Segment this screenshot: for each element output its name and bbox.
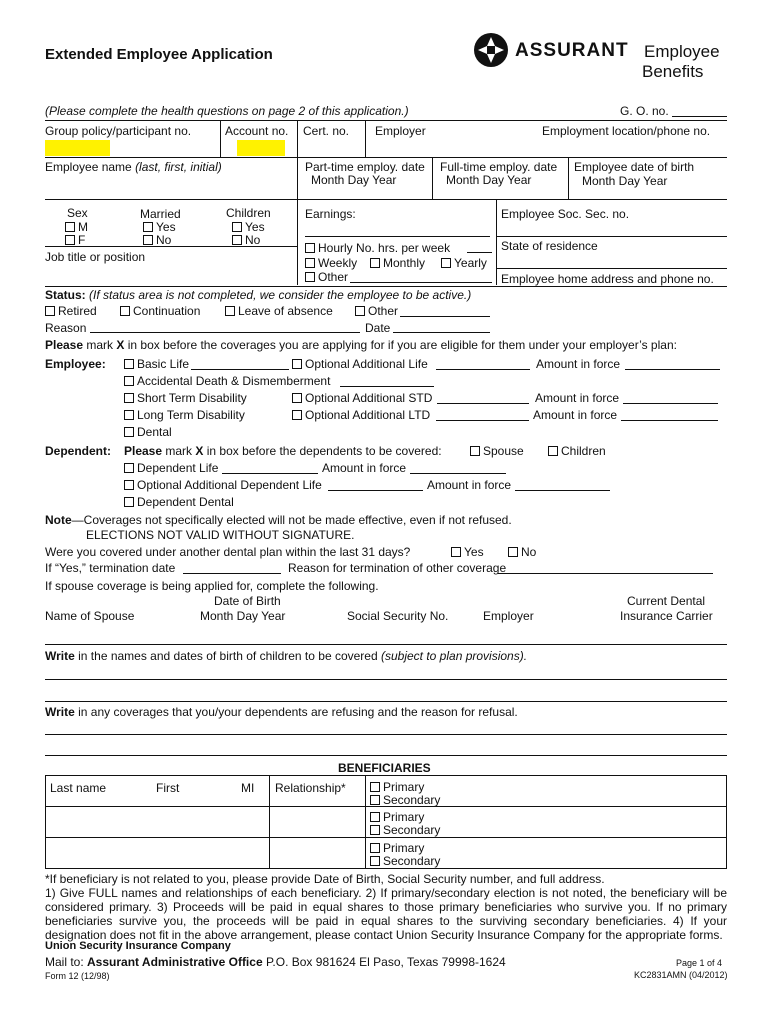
dep-life-amount-field[interactable] (410, 473, 506, 474)
beneficiary-2-secondary[interactable]: Secondary (370, 823, 440, 837)
std-coverage[interactable]: Short Term Disability (124, 391, 247, 405)
checkbox-icon (441, 258, 451, 268)
hours-field[interactable] (467, 252, 492, 253)
opt-dep-life[interactable]: Optional Additional Dependent Life (124, 478, 322, 492)
checkbox-icon (451, 547, 461, 557)
elections-note: ELECTIONS NOT VALID WITHOUT SIGNATURE. (86, 528, 355, 542)
coverage-note: Note—Coverages not specifically elected will not be made effective, even if not refused. (45, 513, 512, 527)
home-address-label: Employee home address and phone no. (501, 272, 714, 286)
dependent-dental[interactable]: Dependent Dental (124, 495, 234, 509)
married-no[interactable]: No (143, 233, 171, 247)
sex-f[interactable]: F (65, 233, 85, 247)
refusal-instructions: Write in any coverages that you/your dependents are refusing and the reason for refusal. (45, 705, 518, 719)
checkbox-icon (124, 359, 134, 369)
full-time-label: Full-time employ. date (440, 160, 558, 174)
employee-coverage-label: Employee: (45, 357, 106, 371)
account-no-field[interactable] (237, 140, 285, 156)
checkbox-icon (292, 410, 302, 420)
checkbox-icon (370, 843, 380, 853)
beneficiary-2-primary[interactable]: Primary (370, 810, 424, 824)
checkbox-icon (370, 782, 380, 792)
sex-label: Sex (67, 206, 88, 220)
checkbox-icon (370, 812, 380, 822)
brand-employee: Employee (644, 42, 720, 61)
spouse-dob-mdy: Month Day Year (200, 609, 286, 623)
beneficiary-1-secondary[interactable]: Secondary (370, 793, 440, 807)
termination-date-label: If “Yes,” termination date (45, 561, 176, 575)
soc-sec-label: Employee Soc. Sec. no. (501, 207, 630, 221)
dental-no[interactable]: No (508, 545, 536, 559)
dependent-life[interactable]: Dependent Life (124, 461, 218, 475)
checkbox-icon (370, 825, 380, 835)
beneficiary-note: *If beneficiary is not related to you, please provide Date of Birth, Social Security number, and full address. (45, 872, 605, 886)
std-amount-field[interactable] (623, 403, 718, 404)
beneficiaries-title: BENEFICIARIES (338, 761, 431, 775)
opt-dep-amount-field[interactable] (515, 490, 610, 491)
status-other[interactable]: Other (355, 304, 398, 318)
checkbox-icon (548, 446, 558, 456)
assurant-logo-icon (473, 32, 509, 68)
life-amount-field[interactable] (625, 369, 720, 370)
checkbox-icon (305, 243, 315, 253)
checkbox-icon (124, 480, 134, 490)
checkbox-icon (124, 376, 134, 386)
children-label: Children (226, 206, 271, 220)
beneficiary-rules: 1) Give FULL names and relationships of each beneficiary. 2) If primary/secondary election is not noted, the beneficiary will be considered primary. 3) Proceeds will be paid in equal shares to those primary beneficiaries who survive you. If no primary beneficiaries survive you, the proceeds will be paid in equal shares to the surviving secondary beneficiaries. 4) If your designation does not fit in the above arrangement, please contact Union Security Insurance Company for the appropriate forms. (45, 886, 727, 942)
employee-name-label: Employee name (last, first, initial) (45, 160, 222, 174)
dep-life-amount-label: Amount in force (322, 461, 407, 475)
children-yes[interactable]: Yes (232, 220, 265, 234)
checkbox-icon (124, 393, 134, 403)
termination-reason-field[interactable] (498, 573, 713, 574)
go-no-label: G. O. no. (620, 104, 669, 118)
status-leave[interactable]: Leave of absence (225, 304, 333, 318)
earnings-label: Earnings: (305, 207, 356, 221)
group-policy-label: Group policy/participant no. (45, 124, 192, 138)
cert-no-label: Cert. no. (303, 124, 350, 138)
checkbox-icon (232, 235, 242, 245)
checkbox-icon (232, 222, 242, 232)
checkbox-icon (292, 393, 302, 403)
employment-location-label: Employment location/phone no. (542, 124, 711, 138)
refusal-field-1[interactable] (45, 734, 727, 735)
part-time-mdy: Month Day Year (311, 173, 397, 187)
checkbox-icon (370, 795, 380, 805)
reason-label: Reason (45, 321, 87, 335)
opt-ltd[interactable]: Optional Additional LTD (292, 408, 430, 422)
checkbox-icon (124, 463, 134, 473)
status-other-field[interactable] (400, 316, 490, 317)
refusal-field-2[interactable] (45, 755, 727, 756)
status-continuation[interactable]: Continuation (120, 304, 200, 318)
date-field[interactable] (393, 332, 490, 333)
earnings-weekly[interactable]: Weekly (305, 256, 357, 270)
go-no-field[interactable] (672, 116, 727, 117)
earnings-other[interactable]: Other (305, 270, 348, 284)
form-code: KC2831AMN (04/2012) (634, 970, 728, 980)
beneficiary-last-label: Last name (50, 781, 107, 795)
beneficiary-mi-label: MI (241, 781, 255, 795)
page-number: Page 1 of 4 (676, 958, 723, 968)
spouse-dob-label: Date of Birth (214, 594, 281, 608)
checkbox-icon (370, 258, 380, 268)
reason-field[interactable] (90, 332, 360, 333)
spouse-carrier-label1: Current Dental (627, 594, 706, 608)
checkbox-icon (225, 306, 235, 316)
earnings-monthly[interactable]: Monthly (370, 256, 425, 270)
dental-question: Were you covered under another dental plan within the last 31 days? (45, 545, 411, 559)
full-time-mdy: Month Day Year (446, 173, 532, 187)
checkbox-icon (124, 410, 134, 420)
form-number: Form 12 (12/98) (45, 971, 110, 981)
checkbox-icon (305, 258, 315, 268)
checkbox-icon (305, 272, 315, 282)
beneficiary-3-secondary[interactable]: Secondary (370, 854, 440, 868)
beneficiary-3-primary[interactable]: Primary (370, 841, 424, 855)
ltd-amount-label: Amount in force (533, 408, 618, 422)
spouse-ssn-label: Social Security No. (347, 609, 449, 623)
spouse-note: If spouse coverage is being applied for, complete the following. (45, 579, 379, 593)
opt-std[interactable]: Optional Additional STD (292, 391, 432, 405)
checkbox-icon (120, 306, 130, 316)
checkbox-icon (143, 222, 153, 232)
checkbox-icon (143, 235, 153, 245)
earnings-hourly[interactable]: Hourly No. hrs. per week (305, 241, 450, 255)
termination-date-field[interactable] (183, 573, 281, 574)
brand-name: ASSURANT (515, 40, 629, 61)
beneficiary-1-primary[interactable]: Primary (370, 780, 424, 794)
children-field-1[interactable] (45, 679, 727, 680)
state-label: State of residence (501, 239, 598, 253)
termination-reason-label: Reason for termination of other coverage (288, 561, 507, 575)
employer-label: Employer (375, 124, 426, 138)
checkbox-icon (508, 547, 518, 557)
dental-yes[interactable]: Yes (451, 545, 484, 559)
company-name: Union Security Insurance Company (45, 940, 231, 952)
account-no-label: Account no. (225, 124, 289, 138)
children-no[interactable]: No (232, 233, 260, 247)
children-field-2[interactable] (45, 701, 727, 702)
dependent-spouse[interactable]: Spouse (470, 444, 524, 458)
spouse-field[interactable] (45, 644, 727, 645)
checkbox-icon (370, 856, 380, 866)
spouse-carrier-label2: Insurance Carrier (620, 609, 713, 623)
health-note: (Please complete the health questions on page 2 of this application.) (45, 104, 409, 118)
beneficiary-relationship-label: Relationship* (275, 781, 346, 795)
married-label: Married (140, 207, 181, 221)
checkbox-icon (124, 427, 134, 437)
part-time-label: Part-time employ. date (305, 160, 425, 174)
checkbox-icon (124, 497, 134, 507)
spouse-name-label: Name of Spouse (45, 609, 135, 623)
dental-coverage[interactable]: Dental (124, 425, 172, 439)
earnings-yearly[interactable]: Yearly (441, 256, 487, 270)
basic-life[interactable]: Basic Life (124, 357, 189, 371)
checkbox-icon (292, 359, 302, 369)
add-coverage[interactable]: Accidental Death & Dismemberment (124, 374, 330, 388)
dependent-coverage-label: Dependent: (45, 444, 111, 458)
dependent-instructions: Please mark X in box before the dependents to be covered: (124, 444, 442, 458)
dependent-children[interactable]: Children (548, 444, 606, 458)
birth-mdy: Month Day Year (582, 174, 668, 188)
married-yes[interactable]: Yes (143, 220, 176, 234)
checkbox-icon (470, 446, 480, 456)
group-policy-field[interactable] (45, 140, 110, 156)
date-label: Date (365, 321, 391, 335)
life-amount-label: Amount in force (536, 357, 621, 371)
status-row: Status: (If status area is not completed, we consider the employee to be active.) (45, 288, 472, 302)
birth-label: Employee date of birth (574, 160, 695, 174)
coverage-instructions: Please mark X in box before the coverages you are applying for if you are eligible for them under your employer’s plan: (45, 338, 677, 352)
checkbox-icon (65, 235, 75, 245)
checkbox-icon (45, 306, 55, 316)
ltd-coverage[interactable]: Long Term Disability (124, 408, 245, 422)
sex-m[interactable]: M (65, 220, 88, 234)
job-title-label: Job title or position (45, 250, 146, 264)
mail-to: Mail to: Assurant Administrative Office P.O. Box 981624 El Paso, Texas 79998-1624 (45, 955, 506, 969)
status-retired[interactable]: Retired (45, 304, 97, 318)
opt-dep-amount-label: Amount in force (427, 478, 512, 492)
opt-add-life[interactable]: Optional Additional Life (292, 357, 428, 371)
checkbox-icon (65, 222, 75, 232)
children-instructions: Write in the names and dates of birth of children to be covered (subject to plan provisions). (45, 649, 528, 663)
ltd-amount-field[interactable] (621, 420, 718, 421)
std-amount-label: Amount in force (535, 391, 620, 405)
beneficiary-first-label: First (156, 781, 180, 795)
brand-benefits: Benefits (642, 62, 704, 81)
form-title: Extended Employee Application (45, 46, 273, 63)
spouse-employer-label: Employer (483, 609, 534, 623)
earnings-other-field[interactable] (350, 282, 492, 283)
checkbox-icon (355, 306, 365, 316)
